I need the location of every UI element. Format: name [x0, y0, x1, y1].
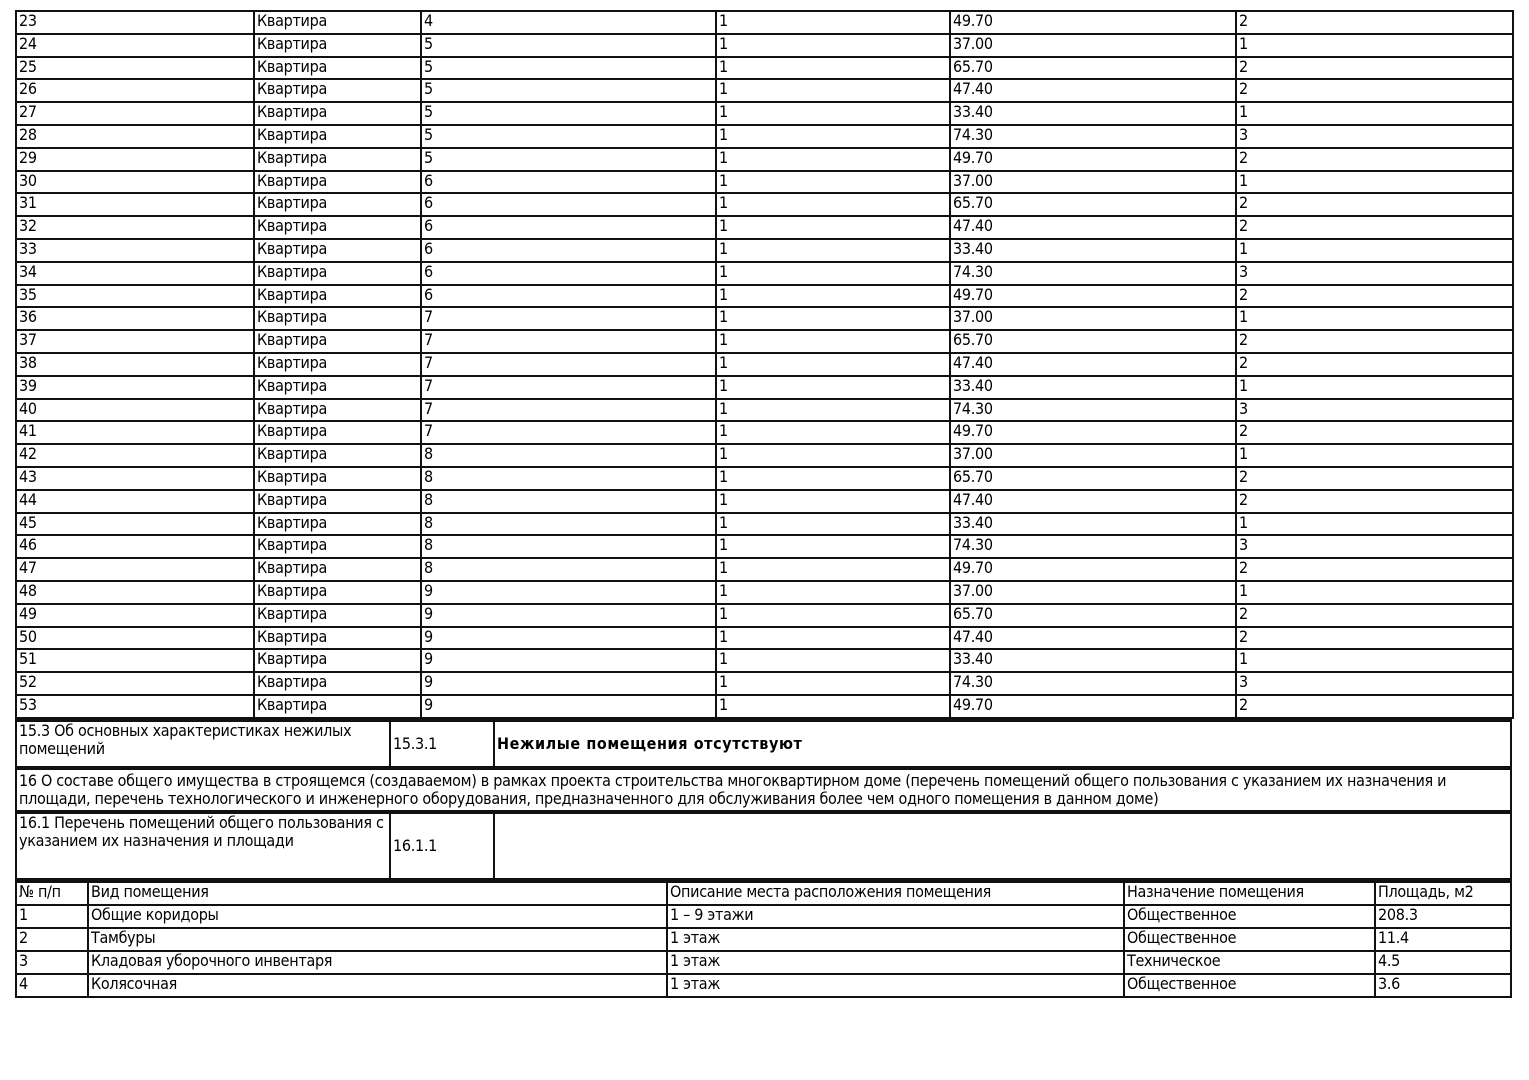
apartment-num-cell: 33	[16, 239, 254, 262]
apartment-row	[16, 399, 1513, 422]
apartment-rooms-cell: 2	[1236, 148, 1513, 171]
apartment-row	[16, 307, 1513, 330]
document-page	[15, 10, 1512, 998]
apartment-type-cell: Квартира	[254, 102, 421, 125]
apartment-rooms-cell: 1	[1236, 34, 1513, 57]
apartment-area-cell: 37.00	[950, 581, 1236, 604]
apartment-row	[16, 604, 1513, 627]
apartment-row	[16, 171, 1513, 194]
common-room-cell: 3	[16, 951, 88, 974]
common-rooms-table	[15, 880, 1512, 998]
apartment-floor-cell: 7	[421, 421, 716, 444]
apartment-rooms-cell: 2	[1236, 216, 1513, 239]
apartment-area-cell: 74.30	[950, 262, 1236, 285]
apartment-row	[16, 695, 1513, 718]
apartment-rooms-cell: 2	[1236, 558, 1513, 581]
apartment-rooms-cell: 2	[1236, 695, 1513, 718]
apartment-type-cell: Квартира	[254, 307, 421, 330]
apartment-rooms-cell: 1	[1236, 171, 1513, 194]
apartment-row	[16, 376, 1513, 399]
apartment-num-cell: 46	[16, 535, 254, 558]
apartment-area-cell: 49.70	[950, 148, 1236, 171]
apartment-num-cell: 26	[16, 79, 254, 102]
common-room-row	[16, 974, 1511, 997]
apartment-num-cell: 28	[16, 125, 254, 148]
apartment-row	[16, 558, 1513, 581]
common-room-cell: Техническое	[1124, 951, 1375, 974]
section-16-label: 16 О составе общего имущества в строящемся (создаваемом) в рамках проекта строительства многоквартирном доме (перечень помещений общего пользования с указанием их назначения и площади, перечень технологического и инженерного оборудования, предназначенного для обслуживания более чем одного помещения в данном доме)	[16, 769, 1511, 811]
apartment-num-cell: 23	[16, 11, 254, 34]
apartment-type-cell: Квартира	[254, 627, 421, 650]
apartment-rooms-cell: 1	[1236, 376, 1513, 399]
apartment-rooms-cell: 3	[1236, 672, 1513, 695]
section-15-3-code: 15.3.1	[390, 720, 494, 767]
section-16-1-table	[15, 812, 1512, 880]
apartment-entrances-cell: 1	[716, 513, 950, 536]
apartment-area-cell: 65.70	[950, 57, 1236, 80]
common-room-row	[16, 928, 1511, 951]
apartment-type-cell: Квартира	[254, 558, 421, 581]
common-room-cell: Общественное	[1124, 928, 1375, 951]
apartment-type-cell: Квартира	[254, 239, 421, 262]
apartment-floor-cell: 7	[421, 399, 716, 422]
apartment-type-cell: Квартира	[254, 171, 421, 194]
apartment-type-cell: Квартира	[254, 376, 421, 399]
apartment-row	[16, 216, 1513, 239]
apartment-floor-cell: 6	[421, 262, 716, 285]
apartment-rooms-cell: 2	[1236, 604, 1513, 627]
apartment-entrances-cell: 1	[716, 558, 950, 581]
apartment-num-cell: 42	[16, 444, 254, 467]
common-rooms-header-cell: Площадь, м2	[1375, 882, 1511, 906]
apartment-row	[16, 535, 1513, 558]
apartment-type-cell: Квартира	[254, 285, 421, 308]
apartment-type-cell: Квартира	[254, 535, 421, 558]
apartment-entrances-cell: 1	[716, 399, 950, 422]
apartment-floor-cell: 5	[421, 148, 716, 171]
apartment-type-cell: Квартира	[254, 330, 421, 353]
apartment-area-cell: 37.00	[950, 171, 1236, 194]
apartment-type-cell: Квартира	[254, 125, 421, 148]
apartment-floor-cell: 6	[421, 193, 716, 216]
apartment-entrances-cell: 1	[716, 535, 950, 558]
section-16-table	[15, 768, 1512, 812]
apartment-type-cell: Квартира	[254, 581, 421, 604]
apartment-area-cell: 47.40	[950, 627, 1236, 650]
apartment-type-cell: Квартира	[254, 262, 421, 285]
apartment-num-cell: 30	[16, 171, 254, 194]
apartment-rooms-cell: 1	[1236, 444, 1513, 467]
common-room-cell: Тамбуры	[88, 928, 667, 951]
apartment-num-cell: 38	[16, 353, 254, 376]
apartment-row	[16, 102, 1513, 125]
apartment-floor-cell: 7	[421, 376, 716, 399]
apartment-type-cell: Квартира	[254, 421, 421, 444]
apartment-type-cell: Квартира	[254, 604, 421, 627]
apartment-num-cell: 50	[16, 627, 254, 650]
apartment-rooms-cell: 2	[1236, 467, 1513, 490]
common-room-row	[16, 951, 1511, 974]
apartment-type-cell: Квартира	[254, 148, 421, 171]
common-rooms-header-row	[16, 882, 1511, 906]
apartment-num-cell: 49	[16, 604, 254, 627]
apartment-rooms-cell: 1	[1236, 581, 1513, 604]
apartment-num-cell: 45	[16, 513, 254, 536]
apartment-area-cell: 74.30	[950, 125, 1236, 148]
apartment-area-cell: 37.00	[950, 34, 1236, 57]
apartment-entrances-cell: 1	[716, 376, 950, 399]
apartment-row	[16, 421, 1513, 444]
apartment-row	[16, 11, 1513, 34]
apartment-row	[16, 649, 1513, 672]
apartment-rooms-cell: 3	[1236, 125, 1513, 148]
apartment-floor-cell: 5	[421, 125, 716, 148]
common-room-cell: Кладовая уборочного инвентаря	[88, 951, 667, 974]
apartment-area-cell: 47.40	[950, 216, 1236, 239]
apartment-rooms-cell: 2	[1236, 193, 1513, 216]
apartment-num-cell: 31	[16, 193, 254, 216]
apartment-type-cell: Квартира	[254, 34, 421, 57]
apartment-type-cell: Квартира	[254, 490, 421, 513]
apartment-floor-cell: 5	[421, 57, 716, 80]
apartment-num-cell: 24	[16, 34, 254, 57]
apartment-num-cell: 44	[16, 490, 254, 513]
section-15-3-value: Нежилые помещения отсутствуют	[494, 720, 1511, 767]
apartment-floor-cell: 6	[421, 216, 716, 239]
apartment-num-cell: 47	[16, 558, 254, 581]
apartment-floor-cell: 6	[421, 171, 716, 194]
apartment-type-cell: Квартира	[254, 695, 421, 718]
apartment-rooms-cell: 2	[1236, 627, 1513, 650]
apartment-row	[16, 125, 1513, 148]
apartment-rooms-cell: 3	[1236, 262, 1513, 285]
apartment-floor-cell: 9	[421, 695, 716, 718]
common-room-cell: 2	[16, 928, 88, 951]
apartment-floor-cell: 8	[421, 535, 716, 558]
section-15-3-table	[15, 719, 1512, 769]
apartment-entrances-cell: 1	[716, 239, 950, 262]
apartment-row	[16, 148, 1513, 171]
apartment-num-cell: 39	[16, 376, 254, 399]
common-room-cell: Общие коридоры	[88, 905, 667, 928]
apartment-area-cell: 33.40	[950, 376, 1236, 399]
common-rooms-header-cell: Описание места расположения помещения	[667, 882, 1124, 906]
apartment-row	[16, 513, 1513, 536]
apartment-num-cell: 48	[16, 581, 254, 604]
apartment-entrances-cell: 1	[716, 695, 950, 718]
apartment-rooms-cell: 2	[1236, 421, 1513, 444]
apartment-rooms-cell: 2	[1236, 11, 1513, 34]
apartment-entrances-cell: 1	[716, 581, 950, 604]
apartment-rooms-cell: 2	[1236, 285, 1513, 308]
apartment-type-cell: Квартира	[254, 513, 421, 536]
common-room-cell: 1 – 9 этажи	[667, 905, 1124, 928]
apartments-table	[15, 10, 1514, 719]
apartment-entrances-cell: 1	[716, 262, 950, 285]
apartment-row	[16, 627, 1513, 650]
apartment-floor-cell: 8	[421, 490, 716, 513]
apartment-rooms-cell: 2	[1236, 490, 1513, 513]
common-rooms-header-cell: № п/п	[16, 882, 88, 906]
apartment-area-cell: 33.40	[950, 649, 1236, 672]
apartment-num-cell: 32	[16, 216, 254, 239]
apartment-area-cell: 74.30	[950, 672, 1236, 695]
apartment-num-cell: 36	[16, 307, 254, 330]
apartment-rooms-cell: 1	[1236, 307, 1513, 330]
apartment-row	[16, 57, 1513, 80]
common-room-cell: 1 этаж	[667, 928, 1124, 951]
apartment-num-cell: 27	[16, 102, 254, 125]
apartment-entrances-cell: 1	[716, 444, 950, 467]
apartment-row	[16, 239, 1513, 262]
apartment-num-cell: 41	[16, 421, 254, 444]
apartment-area-cell: 47.40	[950, 490, 1236, 513]
apartment-num-cell: 29	[16, 148, 254, 171]
apartment-area-cell: 49.70	[950, 421, 1236, 444]
common-room-cell: Колясочная	[88, 974, 667, 997]
apartment-num-cell: 40	[16, 399, 254, 422]
apartment-entrances-cell: 1	[716, 285, 950, 308]
apartment-floor-cell: 5	[421, 102, 716, 125]
apartment-row	[16, 672, 1513, 695]
common-room-cell: 4	[16, 974, 88, 997]
apartment-area-cell: 74.30	[950, 535, 1236, 558]
apartment-floor-cell: 8	[421, 513, 716, 536]
apartment-area-cell: 37.00	[950, 307, 1236, 330]
apartment-floor-cell: 9	[421, 672, 716, 695]
apartment-row	[16, 444, 1513, 467]
apartment-type-cell: Квартира	[254, 193, 421, 216]
apartment-row	[16, 581, 1513, 604]
apartment-entrances-cell: 1	[716, 353, 950, 376]
apartment-floor-cell: 4	[421, 11, 716, 34]
apartment-type-cell: Квартира	[254, 11, 421, 34]
apartment-row	[16, 353, 1513, 376]
apartment-floor-cell: 9	[421, 604, 716, 627]
apartment-entrances-cell: 1	[716, 34, 950, 57]
apartment-area-cell: 33.40	[950, 239, 1236, 262]
apartment-area-cell: 37.00	[950, 444, 1236, 467]
apartment-area-cell: 65.70	[950, 330, 1236, 353]
apartment-floor-cell: 6	[421, 285, 716, 308]
apartment-type-cell: Квартира	[254, 57, 421, 80]
apartment-num-cell: 52	[16, 672, 254, 695]
apartment-floor-cell: 6	[421, 239, 716, 262]
apartment-num-cell: 35	[16, 285, 254, 308]
section-15-3-label: 15.3 Об основных характеристиках нежилых помещений	[16, 720, 390, 767]
apartment-entrances-cell: 1	[716, 307, 950, 330]
common-rooms-header-cell: Вид помещения	[88, 882, 667, 906]
apartment-area-cell: 49.70	[950, 695, 1236, 718]
apartment-floor-cell: 7	[421, 330, 716, 353]
apartment-row	[16, 330, 1513, 353]
apartment-entrances-cell: 1	[716, 79, 950, 102]
apartment-entrances-cell: 1	[716, 490, 950, 513]
apartment-entrances-cell: 1	[716, 649, 950, 672]
apartment-entrances-cell: 1	[716, 125, 950, 148]
apartment-type-cell: Квартира	[254, 444, 421, 467]
apartment-entrances-cell: 1	[716, 627, 950, 650]
apartment-entrances-cell: 1	[716, 11, 950, 34]
common-room-cell: 1 этаж	[667, 974, 1124, 997]
apartment-entrances-cell: 1	[716, 467, 950, 490]
apartment-rooms-cell: 2	[1236, 57, 1513, 80]
apartment-area-cell: 65.70	[950, 193, 1236, 216]
apartment-type-cell: Квартира	[254, 672, 421, 695]
apartment-floor-cell: 5	[421, 34, 716, 57]
apartment-area-cell: 49.70	[950, 285, 1236, 308]
section-16-1-code: 16.1.1	[390, 813, 494, 879]
apartment-area-cell: 47.40	[950, 79, 1236, 102]
apartment-floor-cell: 7	[421, 353, 716, 376]
apartment-row	[16, 490, 1513, 513]
apartment-num-cell: 37	[16, 330, 254, 353]
common-room-cell: 1	[16, 905, 88, 928]
common-room-cell: 1 этаж	[667, 951, 1124, 974]
apartment-num-cell: 25	[16, 57, 254, 80]
apartment-rooms-cell: 1	[1236, 513, 1513, 536]
apartment-area-cell: 33.40	[950, 513, 1236, 536]
apartment-rooms-cell: 2	[1236, 79, 1513, 102]
apartment-type-cell: Квартира	[254, 399, 421, 422]
common-room-cell: Общественное	[1124, 974, 1375, 997]
apartment-entrances-cell: 1	[716, 148, 950, 171]
apartment-type-cell: Квартира	[254, 216, 421, 239]
apartment-rooms-cell: 2	[1236, 353, 1513, 376]
common-rooms-header-cell: Назначение помещения	[1124, 882, 1375, 906]
section-16-1-value	[494, 813, 1511, 879]
apartment-floor-cell: 8	[421, 444, 716, 467]
apartment-row	[16, 285, 1513, 308]
apartment-area-cell: 74.30	[950, 399, 1236, 422]
apartment-rooms-cell: 3	[1236, 399, 1513, 422]
apartment-entrances-cell: 1	[716, 171, 950, 194]
apartment-row	[16, 262, 1513, 285]
apartment-floor-cell: 8	[421, 558, 716, 581]
apartment-area-cell: 49.70	[950, 11, 1236, 34]
apartment-floor-cell: 9	[421, 649, 716, 672]
apartment-num-cell: 51	[16, 649, 254, 672]
apartment-area-cell: 49.70	[950, 558, 1236, 581]
apartment-num-cell: 53	[16, 695, 254, 718]
apartment-floor-cell: 8	[421, 467, 716, 490]
apartment-entrances-cell: 1	[716, 193, 950, 216]
apartment-floor-cell: 9	[421, 581, 716, 604]
apartment-floor-cell: 9	[421, 627, 716, 650]
apartment-type-cell: Квартира	[254, 649, 421, 672]
apartment-area-cell: 65.70	[950, 604, 1236, 627]
common-room-cell: 208.3	[1375, 905, 1511, 928]
apartment-type-cell: Квартира	[254, 353, 421, 376]
apartment-entrances-cell: 1	[716, 604, 950, 627]
common-room-row	[16, 905, 1511, 928]
apartment-type-cell: Квартира	[254, 467, 421, 490]
apartment-floor-cell: 7	[421, 307, 716, 330]
apartment-rooms-cell: 1	[1236, 239, 1513, 262]
apartment-entrances-cell: 1	[716, 57, 950, 80]
common-room-cell: 4.5	[1375, 951, 1511, 974]
apartment-entrances-cell: 1	[716, 330, 950, 353]
apartment-rooms-cell: 1	[1236, 649, 1513, 672]
apartment-row	[16, 193, 1513, 216]
apartment-area-cell: 65.70	[950, 467, 1236, 490]
apartment-num-cell: 43	[16, 467, 254, 490]
apartment-row	[16, 467, 1513, 490]
section-16-1-label: 16.1 Перечень помещений общего пользования с указанием их назначения и площади	[16, 813, 390, 879]
apartment-num-cell: 34	[16, 262, 254, 285]
apartment-floor-cell: 5	[421, 79, 716, 102]
common-room-cell: Общественное	[1124, 905, 1375, 928]
apartment-type-cell: Квартира	[254, 79, 421, 102]
apartment-area-cell: 33.40	[950, 102, 1236, 125]
common-room-cell: 3.6	[1375, 974, 1511, 997]
apartment-rooms-cell: 1	[1236, 102, 1513, 125]
apartment-area-cell: 47.40	[950, 353, 1236, 376]
apartment-entrances-cell: 1	[716, 102, 950, 125]
apartment-rooms-cell: 3	[1236, 535, 1513, 558]
apartment-entrances-cell: 1	[716, 421, 950, 444]
apartment-row	[16, 79, 1513, 102]
apartment-entrances-cell: 1	[716, 672, 950, 695]
apartment-row	[16, 34, 1513, 57]
common-room-cell: 11.4	[1375, 928, 1511, 951]
apartment-rooms-cell: 2	[1236, 330, 1513, 353]
apartment-entrances-cell: 1	[716, 216, 950, 239]
